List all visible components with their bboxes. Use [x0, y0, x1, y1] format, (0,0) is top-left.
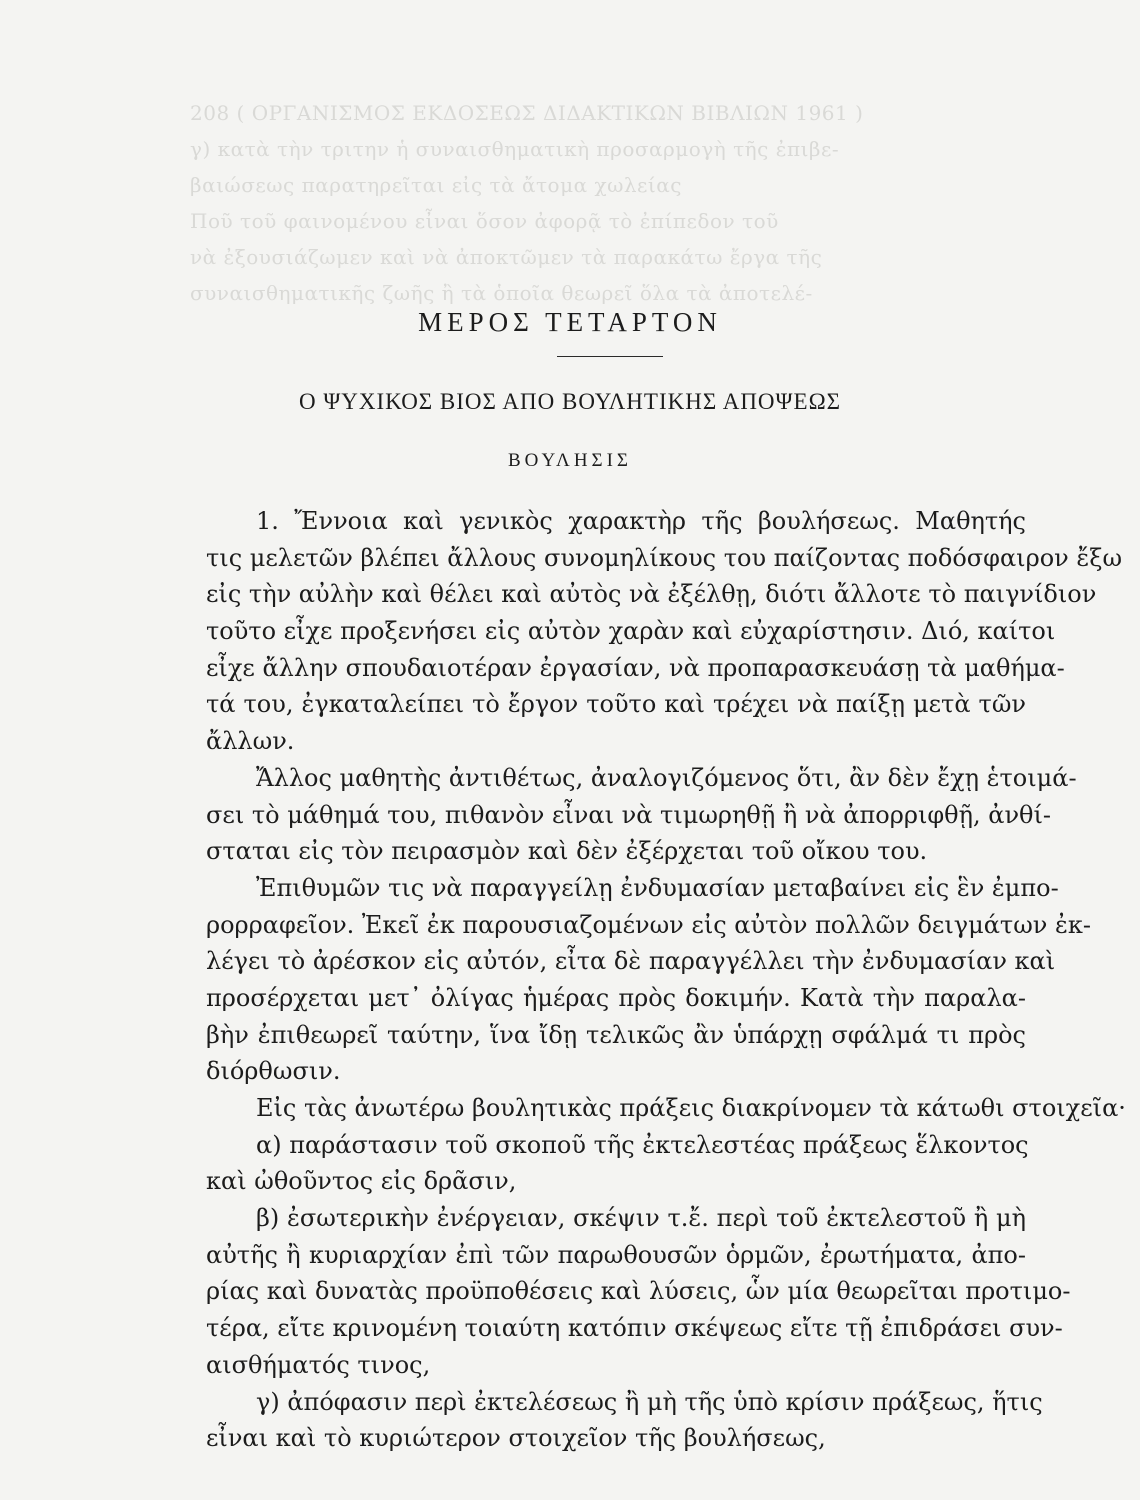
title-divider — [557, 356, 663, 357]
text-line: 1. Ἔννοια καὶ γενικὸς χαρακτὴρ τῆς βουλήσεως. Μαθητής — [256, 507, 1026, 535]
bleed-through-line: γ) κατὰ τὴν τριτην ἡ συναισθηματικὴ προσαρμογὴ τῆς ἐπιβε- — [190, 137, 840, 161]
text-line: τοῦτο εἶχε προξενήσει εἰς αὐτὸν χαρὰν καὶ εὐχαρίστησιν. Διό, καίτοι — [206, 617, 1056, 646]
text-line: ἄλλων. — [206, 727, 295, 756]
bleed-through-line: νὰ ἐξουσιάζωμεν καὶ νὰ ἀποκτῶμεν τὰ παρακάτω ἔργα τῆς — [190, 245, 823, 269]
text-line: ρίας καὶ δυνατὰς προϋποθέσεις καὶ λύσεις, ὧν μία θεωρεῖται προτιμο- — [206, 1277, 1071, 1306]
body-text — [206, 503, 1126, 1457]
text-line: προσέρχεται μετ᾽ ὀλίγας ἡμέρας πρὸς δοκιμήν. Κατὰ τὴν παραλα- — [206, 983, 1026, 1012]
text-line: γ) ἀπόφασιν περὶ ἐκτελέσεως ἢ μὴ τῆς ὑπὸ κρίσιν πράξεως, ἥτις — [256, 1387, 1043, 1416]
text-line: εἰς τὴν αὐλὴν καὶ θέλει καὶ αὐτὸς νὰ ἐξέλθῃ, διότι ἄλλοτε τὸ παιγνίδιον — [206, 580, 1097, 609]
bleed-through-line: συναισθηματικῆς ζωῆς ἢ τὰ ὁποῖα θεωρεῖ ὅλα τὰ ἀποτελέ- — [190, 281, 813, 305]
text-line: τέρα, εἴτε κρινομένη τοιαύτη κατόπιν σκέψεως εἴτε τῇ ἐπιδράσει συν- — [206, 1314, 1063, 1343]
text-line: αὐτῆς ἢ κυριαρχίαν ἐπὶ τῶν παρωθουσῶν ὁρμῶν, ἐρωτήματα, ἀπο- — [206, 1240, 1026, 1269]
text-line: τά του, ἐγκαταλείπει τὸ ἔργον τοῦτο καὶ τρέχει νὰ παίξῃ μετὰ τῶν — [206, 690, 1026, 719]
text-line: ρορραφεῖον. Ἐκεῖ ἐκ παρουσιαζομένων εἰς αὐτὸν πολλῶν δειγμάτων ἐκ- — [206, 910, 1091, 939]
text-line: διόρθωσιν. — [206, 1057, 341, 1086]
text-line: καὶ ὠθοῦντος εἰς δρᾶσιν, — [206, 1167, 517, 1196]
text-line: σει τὸ μάθημά του, πιθανὸν εἶναι νὰ τιμωρηθῇ ἢ νὰ ἀπορριφθῇ, ἀνθί- — [206, 800, 1052, 829]
text-line: εἶχε ἄλλην σπουδαιοτέραν ἐργασίαν, νὰ προπαρασκευάσῃ τὰ μαθήμα- — [206, 653, 1065, 682]
text-line: β) ἐσωτερικὴν ἐνέργειαν, σκέψιν τ.ἔ. περὶ τοῦ ἐκτελεστοῦ ἢ μὴ — [256, 1204, 1026, 1233]
section-title: ΒΟΥΛΗΣΙΣ — [508, 450, 632, 471]
text-line: Ἐπιθυμῶν τις νὰ παραγγείλῃ ἐνδυμασίαν μεταβαίνει εἰς ἓν ἐμπο- — [256, 873, 1059, 902]
part-title: ΜΕΡΟΣ ΤΕΤΑΡΤΟΝ — [418, 307, 722, 337]
bleed-through-text — [190, 95, 1030, 311]
text-line: Ἄλλος μαθητὴς ἀντιθέτως, ἀναλογιζόμενος ὅτι, ἂν δὲν ἔχῃ ἑτοιμά- — [256, 763, 1077, 792]
chapter-title: Ο ΨΥΧΙΚΟΣ ΒΙΟΣ ΑΠΟ ΒΟΥΛΗΤΙΚΗΣ ΑΠΟΨΕΩΣ — [298, 389, 842, 414]
text-line: αισθήματός τινος, — [206, 1350, 431, 1379]
bleed-through-line: βαιώσεως παρατηρεῖται εἰς τὰ ἄτομα χωλείας — [190, 173, 682, 197]
bleed-through-line: 208 ( ΟΡΓΑΝΙΣΜΟΣ ΕΚΔΟΣΕΩΣ ΔΙΔΑΚΤΙΚΩΝ ΒΙΒΛΙΩΝ 1961 ) — [190, 101, 864, 125]
text-line: εἶναι καὶ τὸ κυριώτερον στοιχεῖον τῆς βουλήσεως, — [206, 1424, 826, 1453]
text-line: α) παράστασιν τοῦ σκοποῦ τῆς ἐκτελεστέας πράξεως ἕλκοντος — [256, 1130, 1029, 1159]
bleed-through-line: Ποῦ τοῦ φαινομένου εἶναι ὅσον ἀφορᾷ τὸ ἐπίπεδον τοῦ — [190, 209, 779, 233]
text-line: βὴν ἐπιθεωρεῖ ταύτην, ἵνα ἴδῃ τελικῶς ἂν ὑπάρχῃ σφάλμά τι πρὸς — [206, 1020, 1026, 1049]
text-line: σταται εἰς τὸν πειρασμὸν καὶ δὲν ἐξέρχεται τοῦ οἴκου του. — [206, 837, 928, 866]
text-line: Εἰς τὰς ἀνωτέρω βουλητικὰς πράξεις διακρίνομεν τὰ κάτωθι στοιχεῖα· — [256, 1094, 1126, 1122]
text-line: λέγει τὸ ἀρέσκον εἰς αὐτόν, εἶτα δὲ παραγγέλλει τὴν ἐνδυμασίαν καὶ — [206, 947, 1056, 976]
text-line: τις μελετῶν βλέπει ἄλλους συνομηλίκους του παίζοντας ποδόσφαιρον ἔξω — [206, 543, 1123, 572]
